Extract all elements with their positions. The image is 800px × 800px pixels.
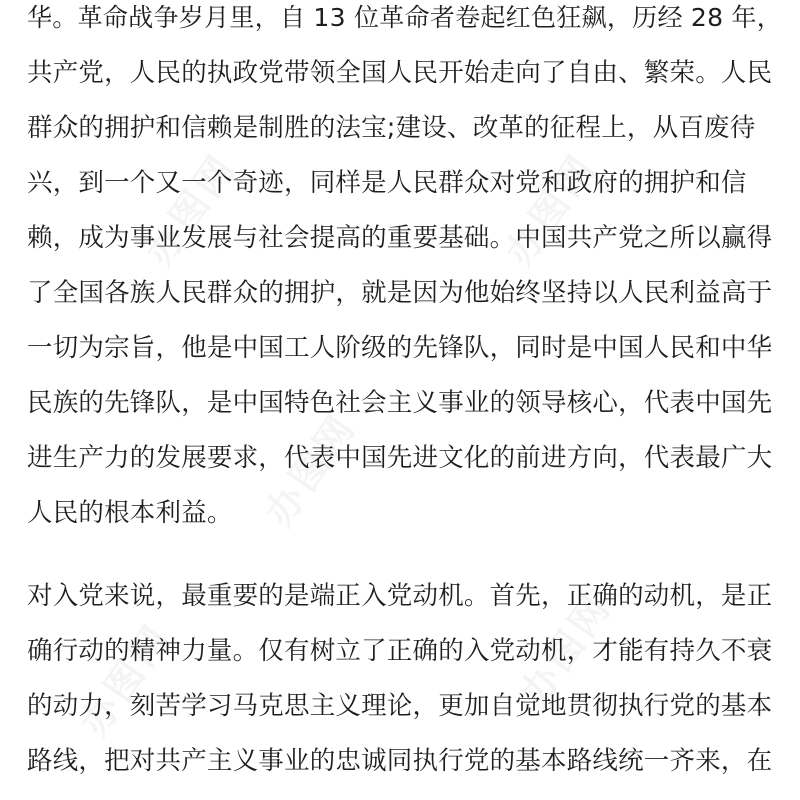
text-line: 华。革命战争岁月里，自 13 位革命者卷起红色狂飙，历经 28 年， bbox=[27, 3, 783, 32]
text-line: 确行动的精神力量。仅有树立了正确的入党动机，才能有持久不衰 bbox=[27, 636, 773, 666]
watermark: 办图网 bbox=[256, 405, 366, 534]
watermark: 办图网 bbox=[136, 145, 246, 274]
text-line: 对入党来说，最重要的是端正入党动机。首先，正确的动机，是正 bbox=[27, 581, 773, 611]
text-line: 人民的根本利益。 bbox=[27, 498, 233, 528]
text-line: 共产党，人民的执政党带领全国人民开始走向了自由、繁荣。人民 bbox=[27, 58, 773, 88]
watermark: 办图网 bbox=[511, 585, 621, 714]
text-line: 兴，到一个又一个奇迹，同样是人民群众对党和政府的拥护和信 bbox=[27, 168, 747, 198]
text-line: 路线，把对共产主义事业的忠诚同执行党的基本路线统一齐来，在 bbox=[27, 746, 773, 776]
text-line: 进生产力的发展要求，代表中国先进文化的前进方向，代表最广大 bbox=[27, 443, 773, 473]
text-line: 了全国各族人民群众的拥护，就是因为他始终坚持以人民利益高于 bbox=[27, 278, 773, 308]
text-line: 群众的拥护和信赖是制胜的法宝;建设、改革的征程上，从百废待 bbox=[27, 113, 756, 143]
watermark: 办图网 bbox=[496, 145, 606, 274]
text-line: 赖，成为事业发展与社会提高的重要基础。中国共产党之所以赢得 bbox=[27, 223, 773, 253]
text-line: 的动力，刻苦学习马克思主义理论，更加自觉地贯彻执行党的基本 bbox=[27, 691, 773, 721]
text-line: 一切为宗旨，他是中国工人阶级的先锋队，同时是中国人民和中华 bbox=[27, 333, 773, 363]
watermark: 办图网 bbox=[71, 615, 181, 744]
text-line: 民族的先锋队，是中国特色社会主义事业的领导核心，代表中国先 bbox=[27, 388, 773, 418]
